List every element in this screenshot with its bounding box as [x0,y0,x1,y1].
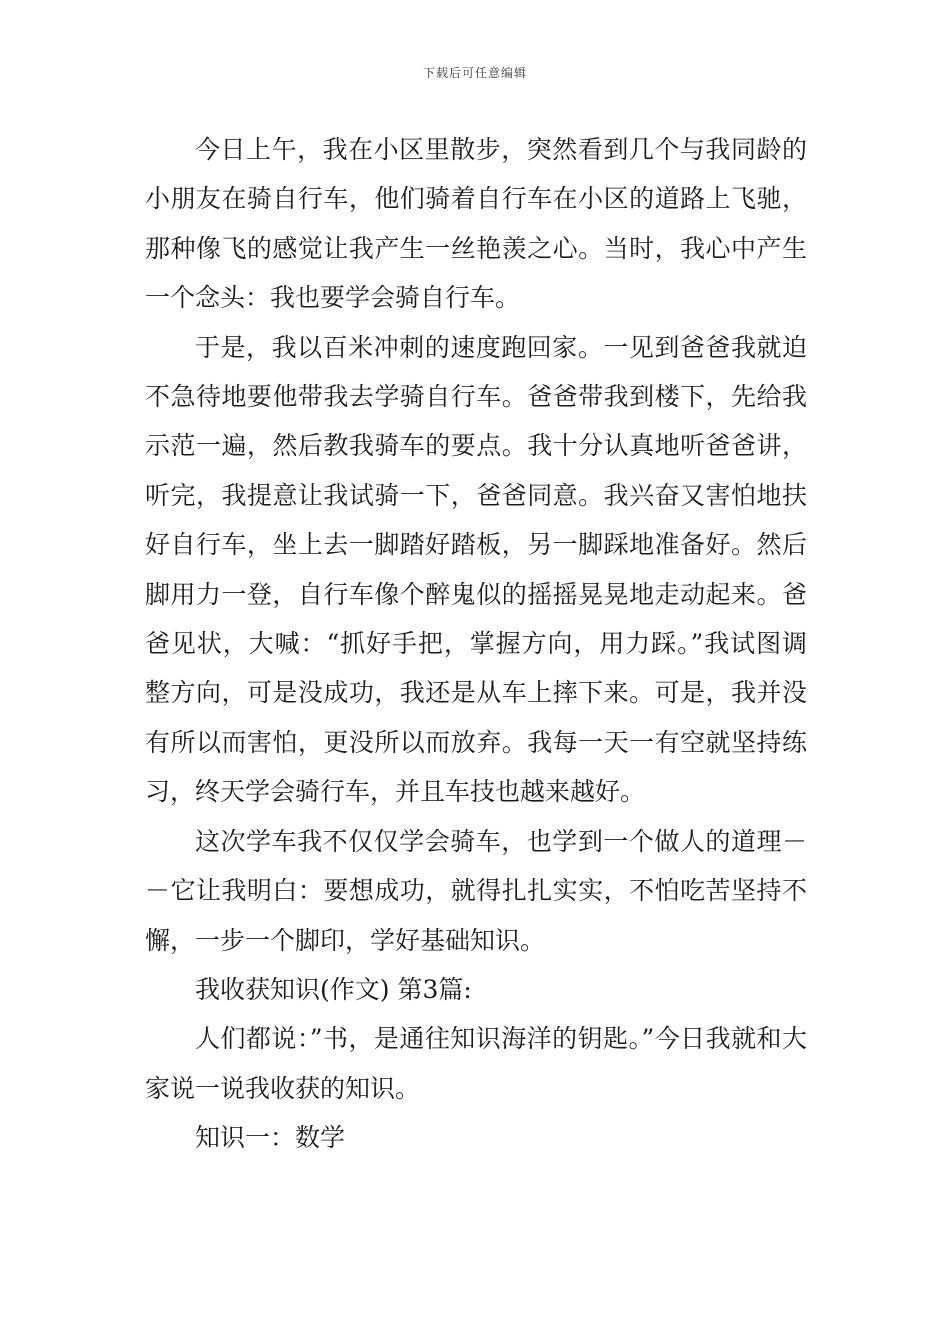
paragraph-1: 今日上午，我在小区里散步，突然看到几个与我同龄的小朋友在骑自行车，他们骑着自行车在小区的道路上飞驰，那种像飞的感觉让我产生一丝艳羡之心。当时，我心中产生一个念头：我也要学会骑自行车。 [145,135,807,313]
document-body [145,125,807,1163]
paragraph-4: 人们都说：”书，是通往知识海洋的钥匙。”今日我就和大家说一说我收获的知识。 [145,1024,807,1103]
subheading-knowledge-one: 知识一：数学 [195,1123,346,1153]
paragraph-2: 于是，我以百米冲刺的速度跑回家。一见到爸爸我就迫不急待地要他带我去学骑自行车。爸爸带我到楼下，先给我示范一遍，然后教我骑车的要点。我十分认真地听爸爸讲，听完，我提意让我试骑一下，爸爸同意。我兴奋又害怕地扶好自行车，坐上去一脚踏好踏板，另一脚踩地准备好。然后脚用力一登，自行车像个醉鬼似的摇摇晃晃地走动起来。爸爸见状，大喊：“抓好手把，掌握方向，用力踩。”我试图调整方向，可是没成功，我还是从车上摔下来。可是，我并没有所以而害怕，更没所以而放弃。我每一天一有空就坚持练习，终天学会骑行车，并且车技也越来越好。 [145,332,807,807]
header-note: 下载后可任意编辑 [422,66,527,80]
section-heading: 我收获知识(作文) 第3篇: [195,974,472,1004]
paragraph-3: 这次学车我不仅仅学会骑车，也学到一个做人的道理－－它让我明白：要想成功，就得扎扎实实，不怕吃苦坚持不懈，一步一个脚印，学好基础知识。 [145,826,807,955]
